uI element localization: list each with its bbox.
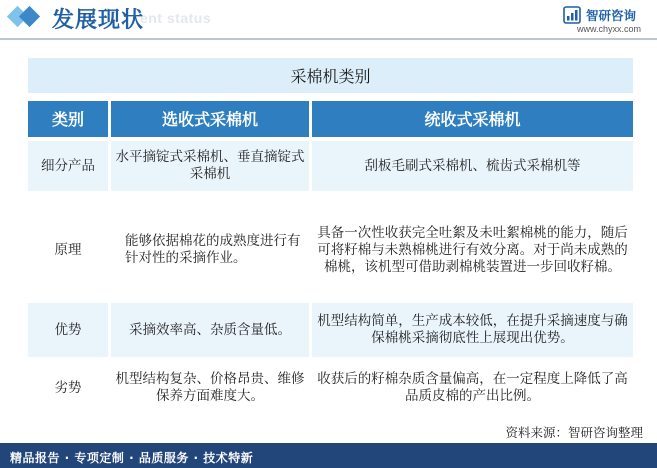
row-category: 原理 <box>54 241 82 258</box>
header-subtitle: ent status <box>140 10 212 26</box>
page-title: 发展现状 <box>52 8 145 33</box>
row-bulk-cell: 收获后的籽棉杂质含量偏高，在一定程度上降低了高品质皮棉的产出比例。 <box>317 371 628 404</box>
table-row <box>28 141 633 191</box>
table-title: 采棉机类别 <box>28 58 633 93</box>
source-note: 资料来源：智研咨询整理 <box>505 425 643 440</box>
diamond-icon-dark <box>19 6 40 27</box>
table-row <box>28 205 633 295</box>
page-header <box>0 0 657 40</box>
column-header-category: 类别 <box>28 101 108 137</box>
row-selective-cell: 机型结构复杂、价格昂贵、维修保养方面难度大。 <box>115 371 305 404</box>
footer-slogan: 精品报告 · 专项定制 · 品质服务 · 技术特新 <box>10 451 254 465</box>
row-selective-cell: 采摘效率高、杂质含量低。 <box>111 303 309 357</box>
row-selective-cell: 能够依据棉花的成熟度进行有针对性的采摘作业。 <box>125 233 301 266</box>
row-bulk-cell: 机型结构简单，生产成本较低，在提升采摘速度与确保棉桃采摘彻底性上展现出优势。 <box>312 303 633 357</box>
table-header-row <box>28 101 633 137</box>
row-bulk-cell: 刮板毛刷式采棉机、梳齿式采棉机等 <box>312 141 633 191</box>
row-category: 细分产品 <box>28 141 108 191</box>
brand-logo-icon <box>563 6 581 24</box>
footer-bar <box>0 443 657 468</box>
row-category: 劣势 <box>54 379 82 396</box>
table-row <box>28 303 633 357</box>
table-row <box>28 362 633 414</box>
column-header-bulk: 统收式采棉机 <box>312 101 633 137</box>
row-selective-cell: 水平摘锭式采棉机、垂直摘锭式采棉机 <box>111 141 309 191</box>
row-category: 优势 <box>28 303 108 357</box>
row-bulk-cell: 具备一次性收获完全吐絮及未吐絮棉桃的能力，随后可将籽棉与未熟棉桃进行有效分离。对于尚未成熟的棉桃，该机型可借助剥棉桃装置进一步回收籽棉。 <box>317 224 628 275</box>
brand-url: www.chyxx.com <box>577 24 642 34</box>
column-header-selective: 选收式采棉机 <box>111 101 309 137</box>
brand-name: 智研咨询 <box>586 8 637 23</box>
header-divider <box>0 38 657 40</box>
